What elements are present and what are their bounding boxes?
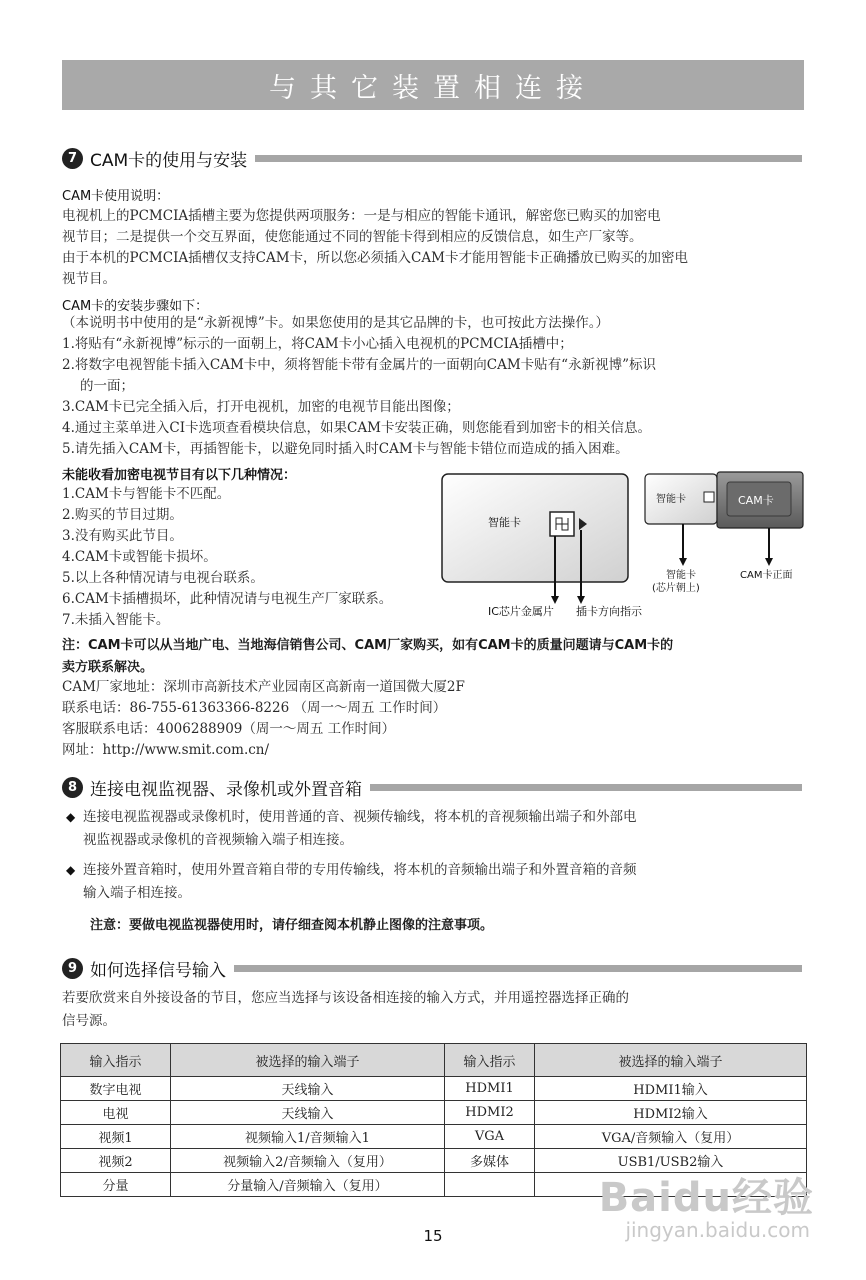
smart-card-label: 智能卡 (488, 516, 521, 529)
section-rule (255, 155, 802, 162)
bullet-item (66, 859, 637, 905)
table-cell: HDMI2输入 (535, 1101, 807, 1125)
section-title: 连接电视监视器、录像机或外置音箱 (90, 779, 362, 800)
page-banner (62, 60, 804, 110)
section-7-heading (62, 146, 802, 170)
install-step-cont: 的一面； (80, 378, 134, 394)
list-item: 5.以上各种情况请与电视台联系。 (62, 570, 264, 586)
contact-phone: 联系电话：86-755-61363366-8226 （周一～周五 工作时间） (62, 700, 447, 716)
table-cell: USB1/USB2输入 (535, 1149, 807, 1173)
bullet-item (66, 806, 637, 852)
smart-card-shape (442, 474, 628, 582)
cam-label: CAM卡 (738, 494, 774, 507)
list-item: 6.CAM卡插槽损坏，此种情况请与电视生产厂家联系。 (62, 591, 393, 607)
section-8-heading (62, 775, 802, 799)
text-line: 视节目；二是提供一个交互界面，使您能通过不同的智能卡得到相应的反馈信息，如生产厂家等。 (62, 229, 643, 245)
table-cell: 天线输入 (171, 1077, 445, 1101)
smart-card-caption-sub: (芯片朝上) (652, 583, 700, 594)
table-cell: VGA/音频输入（复用） (535, 1125, 807, 1149)
table-row (61, 1125, 807, 1149)
column-header: 被选择的输入端子 (171, 1044, 445, 1077)
usage-heading: CAM卡使用说明： (62, 189, 170, 204)
list-item: 2.购买的节目过期。 (62, 507, 183, 523)
cam-front-label: CAM卡正面 (740, 570, 793, 581)
table-row (61, 1101, 807, 1125)
contact-website: 网址：http://www.smit.com.cn/ (62, 742, 270, 758)
text-line: 电视机上的PCMCIA插槽主要为您提供两项服务：一是与相应的智能卡通讯，解密您已购买的加密电 (62, 208, 661, 224)
list-item: 1.CAM卡与智能卡不匹配。 (62, 486, 231, 502)
section-number-badge: 7 (62, 148, 83, 169)
table-cell: HDMI1 (445, 1077, 535, 1101)
table-cell: 视频2 (61, 1149, 171, 1173)
text-line: 信号源。 (62, 1013, 116, 1029)
chip-label: IC芯片金属片 (488, 605, 554, 618)
note-line: 卖方联系解决。 (62, 660, 154, 675)
section-9-intro (62, 987, 629, 1033)
note-line: 注：CAM卡可以从当地广电、当地海信销售公司、CAM厂家购买，如有CAM卡的质量问题请与CAM卡的 (62, 638, 674, 653)
banner-title: 与其它装置相连接 (269, 72, 597, 104)
table-cell: 电视 (61, 1101, 171, 1125)
cam-contact-info (62, 677, 465, 761)
section-title: 如何选择信号输入 (90, 960, 226, 981)
table-cell: VGA (445, 1125, 535, 1149)
install-step: 1.将贴有“永新视博”标示的一面朝上，将CAM卡小心插入电视机的PCMCIA插槽中； (62, 336, 573, 352)
page-number: 15 (423, 1227, 443, 1245)
install-step: 3.CAM卡已完全插入后，打开电视机，加密的电视节目能出图像； (62, 399, 460, 415)
table-cell: 视频输入2/音频输入（复用） (171, 1149, 445, 1173)
smart-card-caption: 智能卡 (666, 570, 696, 581)
table-cell: 分量 (61, 1173, 171, 1197)
diamond-bullet-icon: ◆ (66, 810, 76, 824)
cam-card-diagram (440, 468, 806, 620)
section-rule (234, 965, 802, 972)
baidu-watermark: Baidu经验 (598, 1175, 814, 1221)
text-line: 连接电视监视器或录像机时，使用普通的音、视频传输线，将本机的音视频输出端子和外部电 (83, 809, 637, 825)
table-cell: 视频1 (61, 1125, 171, 1149)
table-row (61, 1077, 807, 1101)
section-8-note: 注意：要做电视监视器使用时，请仔细查阅本机静止图像的注意事项。 (90, 918, 494, 933)
problems-list (62, 484, 392, 631)
column-header: 输入指示 (61, 1044, 171, 1077)
table-cell (445, 1173, 535, 1197)
usage-paragraph (62, 206, 688, 290)
list-item: 4.CAM卡或智能卡损坏。 (62, 549, 217, 565)
install-step: 5.请先插入CAM卡，再插智能卡，以避免同时插入时CAM卡与智能卡错位而造成的插入困难。 (62, 441, 629, 457)
contact-address: CAM厂家地址：深圳市高新技术产业园南区高新南一道国微大厦2F (62, 679, 465, 695)
text-line: 由于本机的PCMCIA插槽仅支持CAM卡，所以您必须插入CAM卡才能用智能卡正确播放已购买的加密电 (62, 250, 688, 266)
contact-service-phone: 客服联系电话：4006288909（周一～周五 工作时间） (62, 721, 396, 737)
table-cell: 视频输入1/音频输入1 (171, 1125, 445, 1149)
list-item: 3.没有购买此节目。 (62, 528, 183, 544)
text-line: 视节目。 (62, 271, 116, 287)
diamond-bullet-icon: ◆ (66, 863, 76, 877)
section-title: CAM卡的使用与安装 (90, 150, 248, 171)
install-step: 4.通过主菜单进入CI卡选项查看模块信息，如果CAM卡安装正确，则您能看到加密卡的相关信息。 (62, 420, 651, 436)
inserted-card-label: 智能卡 (656, 494, 686, 505)
cam-note (62, 635, 673, 679)
table-cell: 天线输入 (171, 1101, 445, 1125)
section-number-badge: 8 (62, 777, 83, 798)
text-line: 若要欣赏来自外接设备的节目，您应当选择与该设备相连接的输入方式，并用遥控器选择正确的 (62, 990, 629, 1006)
text-line: 视监视器或录像机的音视频输入端子相连接。 (83, 832, 353, 848)
table-cell: HDMI1输入 (535, 1077, 807, 1101)
direction-label: 插卡方向指示 (576, 605, 642, 618)
text-line: （本说明书中使用的是“永新视博”卡。如果您使用的是其它品牌的卡，也可按此方法操作。） (62, 315, 610, 331)
install-step: 2.将数字电视智能卡插入CAM卡中，须将智能卡带有金属片的一面朝向CAM卡贴有“永新视博”标识 (62, 357, 656, 373)
text-line: 连接外置音箱时，使用外置音箱自带的专用传输线，将本机的音频输出端子和外置音箱的音频 (83, 862, 637, 878)
section-number-badge: 9 (62, 958, 83, 979)
text-line: 输入端子相连接。 (83, 885, 191, 901)
table-header-row (61, 1044, 807, 1077)
table-cell: 数字电视 (61, 1077, 171, 1101)
list-item: 7.未插入智能卡。 (62, 612, 170, 628)
table-cell: 分量输入/音频输入（复用） (171, 1173, 445, 1197)
watermark-url: jingyan.baidu.com (625, 1218, 810, 1242)
section-rule (370, 784, 802, 791)
section-9-heading (62, 956, 802, 980)
table-cell: HDMI2 (445, 1101, 535, 1125)
install-heading: CAM卡的安装步骤如下： (62, 299, 209, 314)
install-steps (62, 313, 656, 460)
problems-heading: 未能收看加密电视节目有以下几种情况： (62, 468, 297, 483)
column-header: 输入指示 (445, 1044, 535, 1077)
table-cell: 多媒体 (445, 1149, 535, 1173)
column-header: 被选择的输入端子 (535, 1044, 807, 1077)
